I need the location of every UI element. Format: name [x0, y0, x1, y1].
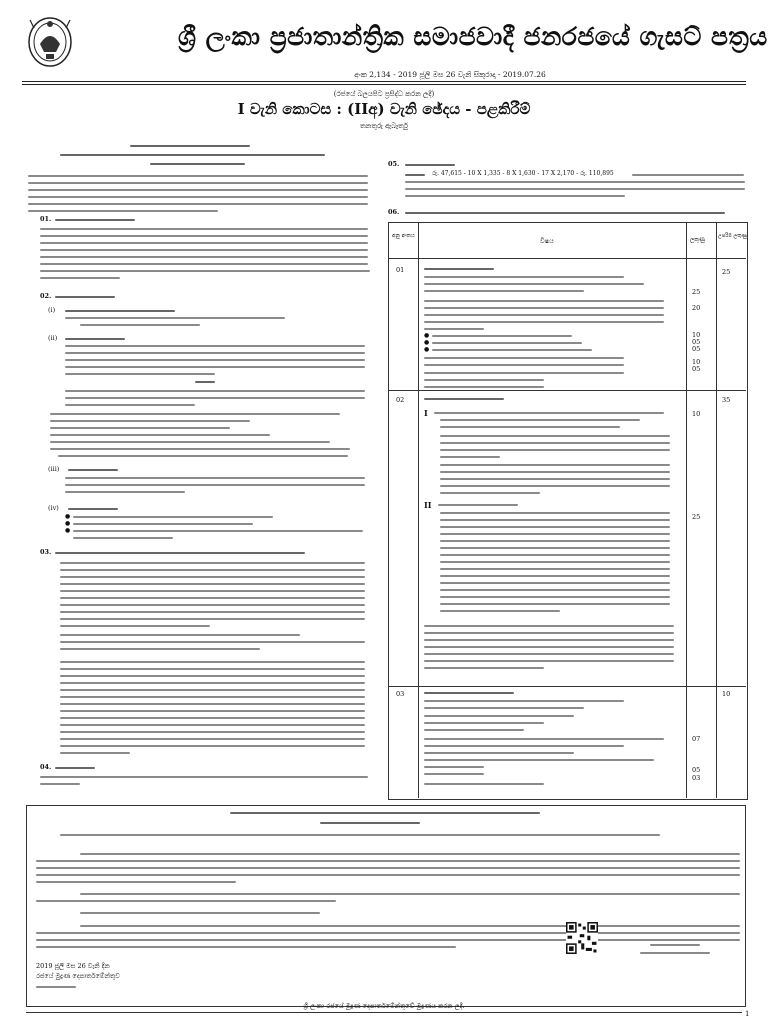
item-02-label: 02. [40, 292, 52, 300]
row-01-mark-4: 05 [692, 338, 701, 346]
row-03-no: 03 [396, 690, 405, 698]
sub-i-label: (i) [48, 306, 56, 314]
row-02-mark-2: 25 [692, 513, 701, 521]
row-02-no: 02 [396, 396, 405, 404]
authority-line: (රජයේ බලයපිට ප්‍රසිද්ධ කරන ලදී) [333, 90, 435, 98]
row-01-no: 01 [396, 266, 405, 274]
header-rule [22, 81, 746, 82]
row-01-mark-1: 25 [692, 288, 701, 296]
row-03-max: 10 [722, 690, 731, 698]
row-03-mark-2: 05 [692, 766, 701, 774]
row-02-max: 35 [722, 396, 731, 404]
row-03-mark-3: 03 [692, 774, 701, 782]
salary-figures: රු. 47,615 - 10 X 1,335 - 8 X 1,630 - 17 X 2,170 - රු. 110,895 [432, 170, 614, 177]
page-number: 1 [745, 1010, 750, 1018]
row-03-mark-1: 07 [692, 735, 701, 743]
row-01-mark-2: 20 [692, 304, 701, 312]
printer-footer: ශ්‍රී ලංකා රජයේ මුද්‍රණ දෙපාර්තමේන්තුවේ මුද්‍රණය කරන ලදී. [303, 1002, 465, 1010]
item-04-label: 04. [40, 763, 52, 771]
table-header-no: අනු අංකය [392, 233, 415, 239]
footer-rule [26, 1012, 742, 1013]
item-05-label: 05. [388, 160, 400, 168]
notice-date: 2019 ජූලි මස 26 වැනි දින [36, 962, 110, 970]
gazette-masthead: ශ්‍රී ලංකා ප්‍රජාතාන්ත්‍රික සමාජවාදී ජනරජයේ ගැසට් පත්‍රය [178, 22, 768, 51]
row-01-mark-7: 05 [692, 365, 701, 373]
table-header-subject: විෂය [540, 237, 554, 245]
item-01-label: 01. [40, 215, 52, 223]
issue-line: අංක 2,134 - 2019 ජූලි මස 26 වැනි සිකුරාදා - 2019.07.26 [354, 70, 546, 79]
row-01-max: 25 [722, 268, 731, 276]
row-02-mark-1: 10 [692, 410, 701, 418]
row-01-mark-6: 10 [692, 358, 701, 366]
qr-code-icon [566, 922, 598, 954]
header-rule-thin [22, 84, 746, 85]
sub-ii-label: (ii) [48, 334, 58, 342]
sri-lanka-emblem-icon [26, 14, 74, 72]
item-03-label: 03. [40, 548, 52, 556]
table-header-marks: ලකුණු [690, 237, 705, 243]
sub-iv-label: (iv) [48, 504, 59, 512]
section-title: I වැනි කොටස : (IIඅ) වැනි ඡේදය - පළකිරීම් [237, 100, 531, 118]
sub-iii-label: (iii) [48, 465, 60, 473]
gazette-page: ශ්‍රී ලංකා ප්‍රජාතාන්ත්‍රික සමාජවාදී ජනරජයේ ගැසට් පත්‍රය අංක 2,134 - 2019 ජූලි මස 26 වැනි සිකුරාදා - 2019.07.26 (රජයේ බලයපිට ප්‍රසිද්ධ කරන ලදී) I වැනි කොටස : (IIඅ) වැනි ඡේදය - පළකිරීම් තනතුරු ඇබෑර්තු 01. 02. (i) (ii) (iii) (iv) ● ● ● 03. 04. 05. රු. 47,615 - 10 X 1,335 - 8 X 1,630 - 17 X 2,170 - රු. 110,895 06. අනු අංකය විෂය ලකුණු උපරිම ලකුණු 01 ● ● ● 25 25 20 10 05 05 10 05 02 I II 35 10 25 03 10 07 05 03 2019 ජූලි මස 26 වැනි දින රජයේ මුද්‍රණ දෙපාර්තමේන්තුව ශ්‍රී ලංකා රජයේ මුද්‍රණ දෙපාර්තමේන්තුවේ මුද්‍රණය කරන ලදී. 1 [0, 0, 768, 1024]
notice-office: රජයේ මුද්‍රණ දෙපාර්තමේන්තුව [36, 972, 120, 980]
item-06-label: 06. [388, 208, 400, 216]
subsection-title: තනතුරු ඇබෑර්තු [359, 122, 409, 130]
row-01-mark-3: 10 [692, 331, 701, 339]
row-01-mark-5: 05 [692, 345, 701, 353]
table-header-max: උපරිම ලකුණු [718, 233, 747, 239]
